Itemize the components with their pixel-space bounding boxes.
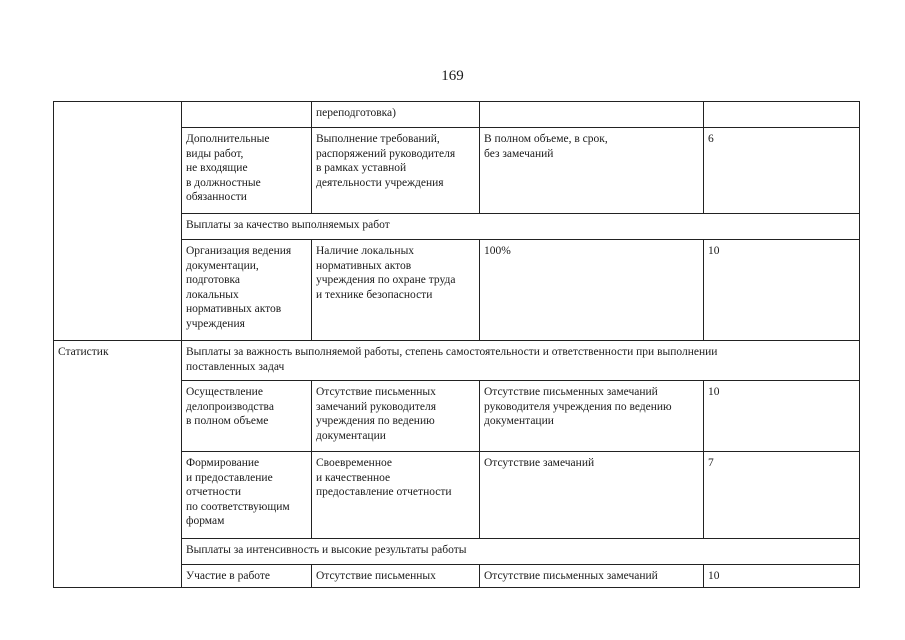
points-cell: 7 xyxy=(704,452,860,539)
indicator-cell: Участие в работе xyxy=(182,565,312,588)
criteria-cell: Отсутствие письменных xyxy=(312,565,480,588)
indicator-cell: Дополнительные виды работ, не входящие в должностные обязанности xyxy=(182,128,312,214)
table-row xyxy=(54,102,860,128)
indicator-cell: Организация ведения документации, подготовка локальных нормативных актов учреждения xyxy=(182,240,312,341)
section-row xyxy=(54,341,860,381)
indicator-cell: Формирование и предоставление отчетности по соответствующим формам xyxy=(182,452,312,539)
condition-cell: Отсутствие письменных замечаний руководителя учреждения по ведению документации xyxy=(480,381,704,452)
section-heading: Выплаты за важность выполняемой работы, степень самостоятельности и ответственности при выполнении поставленных задач xyxy=(182,341,860,381)
points-cell: 10 xyxy=(704,240,860,341)
points-cell: 10 xyxy=(704,381,860,452)
criteria-cell: Отсутствие письменных замечаний руководителя учреждения по ведению документации xyxy=(312,381,480,452)
indicator-cell xyxy=(182,102,312,128)
section-heading: Выплаты за качество выполняемых работ xyxy=(182,214,860,240)
indicator-cell: Осуществление делопроизводства в полном объеме xyxy=(182,381,312,452)
condition-cell: В полном объеме, в срок, без замечаний xyxy=(480,128,704,214)
points-cell xyxy=(704,102,860,128)
condition-cell: Отсутствие письменных замечаний xyxy=(480,565,704,588)
position-cell: Статистик xyxy=(54,341,182,588)
criteria-cell: Своевременное и качественное предоставление отчетности xyxy=(312,452,480,539)
criteria-table xyxy=(53,101,860,588)
criteria-cell: переподготовка) xyxy=(312,102,480,128)
condition-cell: 100% xyxy=(480,240,704,341)
condition-cell xyxy=(480,102,704,128)
points-cell: 6 xyxy=(704,128,860,214)
points-cell: 10 xyxy=(704,565,860,588)
section-heading: Выплаты за интенсивность и высокие результаты работы xyxy=(182,539,860,565)
criteria-cell: Выполнение требований, распоряжений руководителя в рамках уставной деятельности учреждения xyxy=(312,128,480,214)
condition-cell: Отсутствие замечаний xyxy=(480,452,704,539)
criteria-cell: Наличие локальных нормативных актов учреждения по охране труда и технике безопасности xyxy=(312,240,480,341)
page-number: 169 xyxy=(441,68,464,84)
position-cell xyxy=(54,102,182,341)
